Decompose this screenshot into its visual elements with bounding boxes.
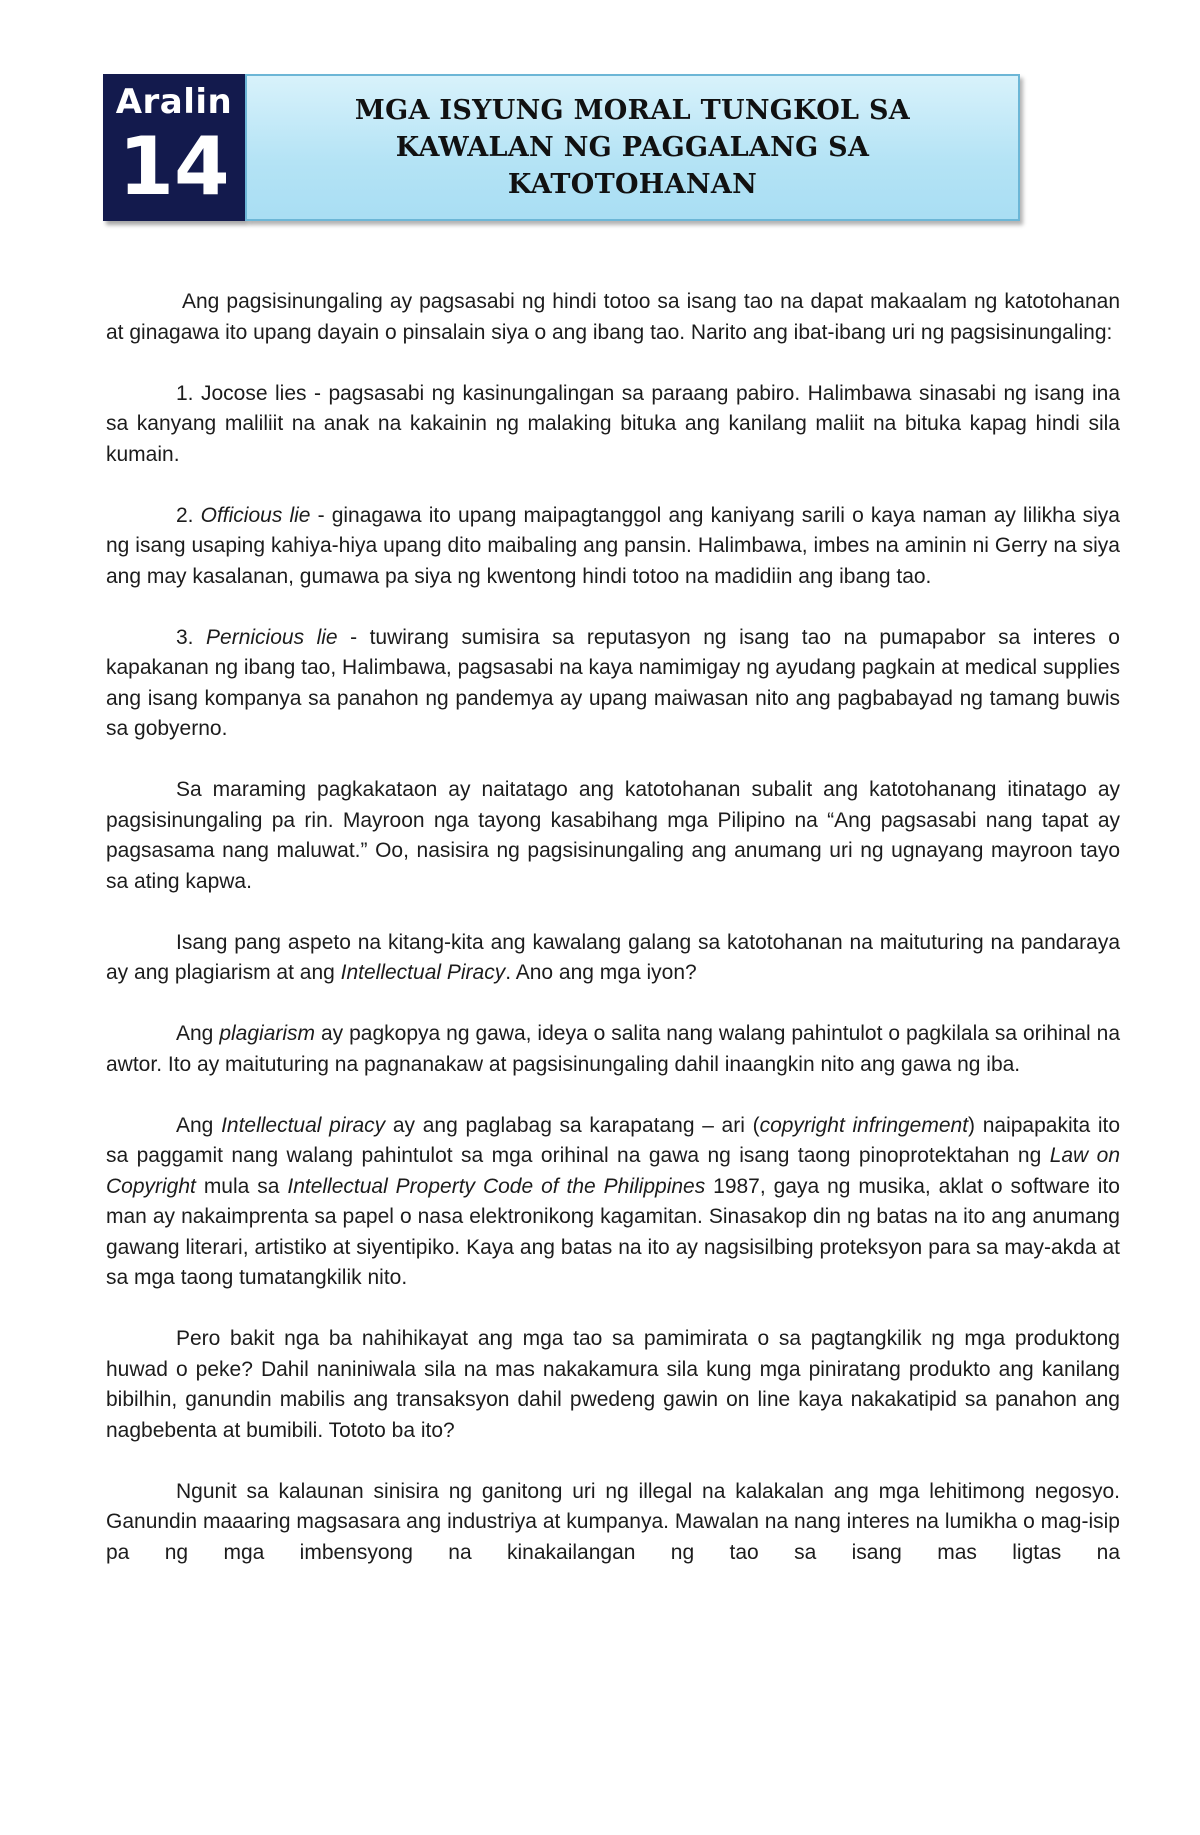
plagiarism-piracy-intro-text: Isang pang aspeto na kitang-kita ang kawalang galang sa katotohanan na maituturing na pandaraya ay ang plagiarism at ang bbox=[106, 930, 1120, 984]
officious-lie-term: Officious lie bbox=[200, 503, 311, 527]
intellectual-piracy-lead: Ang bbox=[176, 1113, 222, 1137]
lesson-title-line-3: KATOTOHANAN bbox=[507, 169, 758, 200]
intro-paragraph: Ang pagsisinungaling ay pagsasabi ng hindi totoo sa isang tao na dapat makaalam ng katotohanan at ginagawa ito upang dayain o pinsalain siya o ang ibang tao. Narito ang ibat-ibang uri ng pagsisinungaling: bbox=[106, 290, 1120, 344]
pernicious-lie-text: - tuwirang sumisira sa reputasyon ng isang tao na pumapabor sa interes o kapakanan ng ibang tao, Halimbawa, pagsasabi na kaya namimigay ng ayudang pagkain at medical supplies ang isang kompanya sa panahon ng pandemya ay upang maiwasan nito ang pagbabayad ng tamang buwis sa gobyerno. bbox=[106, 625, 1120, 740]
plagiarism-paragraph bbox=[106, 1019, 1120, 1080]
hidden-truth-paragraph: Sa maraming pagkakataon ay naitatago ang katotohanan subalit ang katotohanang itinatago ay pagsisinungaling pa rin. Mayroon nga tayong kasabihang mga Pilipino na “Ang pagsasabi nang tapat ay pagsasama nang maluwat.” Oo, nasisira ng pagsisinungaling ang anumang uri ng ugnayang mayroon tayo sa ating kapwa. bbox=[106, 778, 1120, 893]
pernicious-lie-paragraph bbox=[106, 623, 1120, 745]
lesson-title-banner bbox=[245, 74, 1020, 221]
officious-lie-paragraph bbox=[106, 501, 1120, 593]
pernicious-lie-number: 3. bbox=[176, 625, 207, 649]
jocose-lies-term: 1. Jocose lies bbox=[176, 381, 307, 405]
lesson-title bbox=[313, 92, 953, 203]
intellectual-piracy-text-2: ) naipapakita ito sa paggamit nang walang pahintulot sa mga orihinal na gawa ng isang taong pinoprotektahan ng bbox=[106, 1113, 1121, 1167]
lesson-badge bbox=[103, 74, 245, 221]
intellectual-piracy-paragraph bbox=[106, 1111, 1120, 1294]
plagiarism-piracy-intro-question: . Ano ang mga iyon? bbox=[505, 961, 697, 984]
lesson-title-line-2: KAWALAN NG PAGGALANG SA bbox=[395, 132, 870, 163]
intellectual-piracy-definition-term: Intellectual piracy bbox=[221, 1113, 386, 1137]
jocose-lies-paragraph bbox=[106, 379, 1120, 471]
jocose-lies-text: - pagsasabi ng kasinungalingan sa paraang pabiro. Halimbawa sinasabi ng isang ina sa kanyang maliliit na anak na kakainin ng malaking bituka ang kanilang maliit na bituka kapag hindi sila kumain. bbox=[106, 381, 1121, 466]
intellectual-piracy-text-4: 1987, gaya ng musika, aklat o software ito man ay nakaimprenta sa papel o nasa elektronikong kagamitan. Sinasakop din ng batas na ito ang anumang gawang literari, artistiko at siyentipiko. Kaya ang batas na ito ay nagsisilbing proteksyon para sa may-akda at sa mga taong tumatangkilik nito. bbox=[106, 1174, 1120, 1289]
officious-lie-number: 2. bbox=[176, 503, 201, 527]
lesson-number: 14 bbox=[118, 120, 230, 213]
intellectual-piracy-text-3: mula sa bbox=[195, 1174, 288, 1198]
lesson-label: Aralin bbox=[115, 82, 233, 122]
plagiarism-text: ay pagkopya ng gawa, ideya o salita nang walang pahintulot o pagkilala sa orihinal na awtor. Ito ay maituturing na pagnanakaw at pagsisinungaling dahil inaangkin nito ang gawa ng iba. bbox=[106, 1022, 1121, 1076]
lesson-body bbox=[106, 287, 1120, 1568]
piracy-effects-paragraph: Ngunit sa kalaunan sinisira ng ganitong uri ng illegal na kalakalan ang mga lehitimong negosyo. Ganundin maaaring magsasara ang industriya at kumpanya. Mawalan na nang interes na lumikha o mag-isip pa ng mga imbensyong na kinakailangan ng tao sa isang mas ligtas na bbox=[106, 1479, 1120, 1564]
intellectual-property-code-term: Intellectual Property Code of the Philippines bbox=[287, 1174, 706, 1198]
plagiarism-term: plagiarism bbox=[219, 1022, 316, 1045]
officious-lie-text: - ginagawa ito upang maipagtanggol ang kaniyang sarili o kaya naman ay lilikha siya ng isang usaping kahiya-hiya upang dito maibaling ang pansin. Halimbawa, imbes na aminin ni Gerry na siya ang may kasalanan, gumawa pa siya ng kwentong hindi totoo na madidiin ang ibang tao. bbox=[106, 503, 1120, 588]
law-on-copyright-term: Law on Copyright bbox=[106, 1144, 1120, 1198]
plagiarism-lead: Ang bbox=[176, 1022, 220, 1045]
copyright-infringement-term: copyright infringement bbox=[759, 1113, 969, 1137]
pernicious-lie-term: Pernicious lie bbox=[206, 625, 338, 649]
piracy-reasons-paragraph: Pero bakit nga ba nahihikayat ang mga tao sa pamimirata o sa pagtangkilik ng mga produktong huwad o peke? Dahil naniniwala sila na mas nakakamura sila kung mga piniratang produkto ang kanilang bibilhin, ganundin mabilis ang transaksyon dahil pwedeng gawin on line kaya nakakatipid sa panahon ang nagbebenta at bumibili. Tototo ba ito? bbox=[106, 1327, 1120, 1442]
intellectual-piracy-text-1: ay ang paglabag sa karapatang – ari ( bbox=[385, 1113, 760, 1137]
intellectual-piracy-term: Intellectual Piracy bbox=[340, 961, 506, 984]
plagiarism-piracy-intro-paragraph bbox=[106, 928, 1120, 989]
lesson-title-line-1: MGA ISYUNG MORAL TUNGKOL SA bbox=[354, 95, 911, 126]
lesson-header bbox=[103, 74, 1020, 221]
